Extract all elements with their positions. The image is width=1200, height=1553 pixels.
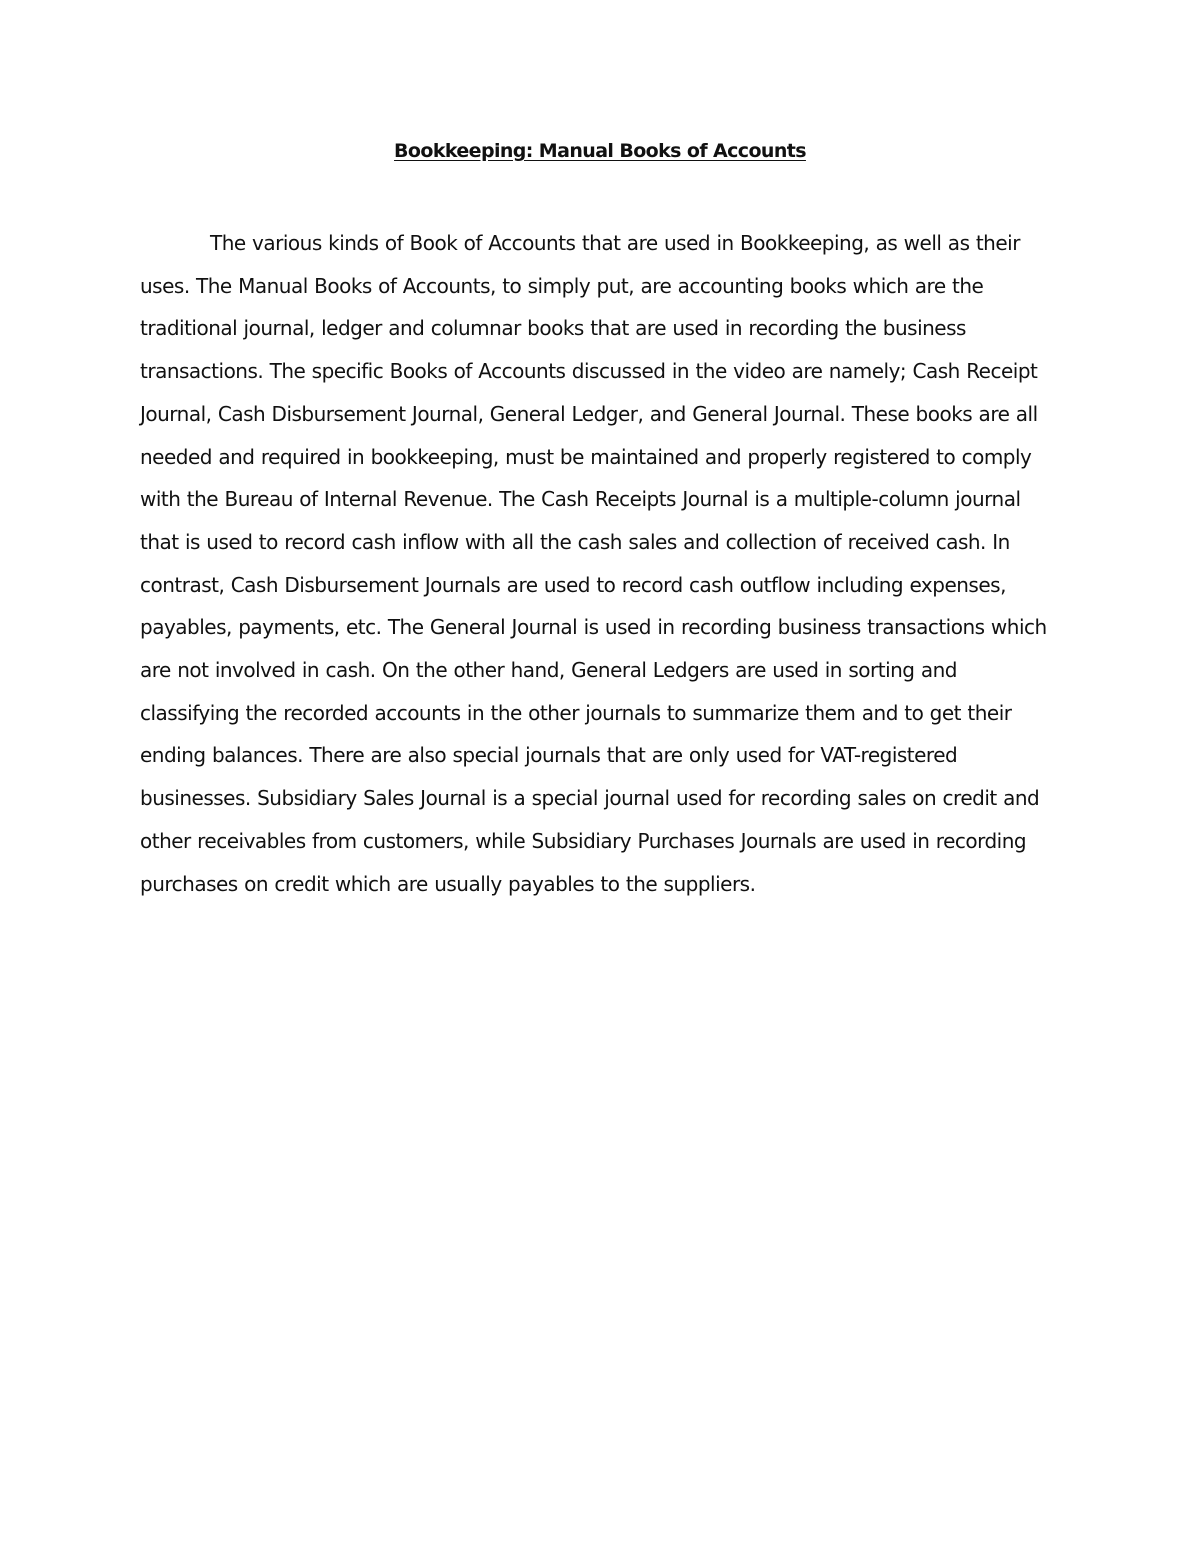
document-title: Bookkeeping: Manual Books of Accounts — [394, 140, 806, 162]
document-body-paragraph: The various kinds of Book of Accounts that are used in Bookkeeping, as well as their uses. The Manual Books of Accounts, to simply put, are accounting books which are the traditional journal, ledger and columnar books that are used in recording the business transactions. The specific Books of Accounts discussed in the video are namely; Cash Receipt Journal, Cash Disbursement Journal, General Ledger, and General Journal. These books are all needed and required in bookkeeping, must be maintained and properly registered to comply with the Bureau of Internal Revenue. The Cash Receipts Journal is a multiple-column journal that is used to record cash inflow with all the cash sales and collection of received cash. In contrast, Cash Disbursement Journals are used to record cash outflow including expenses, payables, payments, etc. The General Journal is used in recording business transactions which are not involved in cash. On the other hand, General Ledgers are used in sorting and classifying the recorded accounts in the other journals to summarize them and to get their ending balances. There are also special journals that are only used for VAT-registered businesses. Subsidiary Sales Journal is a special journal used for recording sales on credit and other receivables from customers, while Subsidiary Purchases Journals are used in recording purchases on credit which are usually payables to the suppliers. — [140, 231, 1047, 896]
